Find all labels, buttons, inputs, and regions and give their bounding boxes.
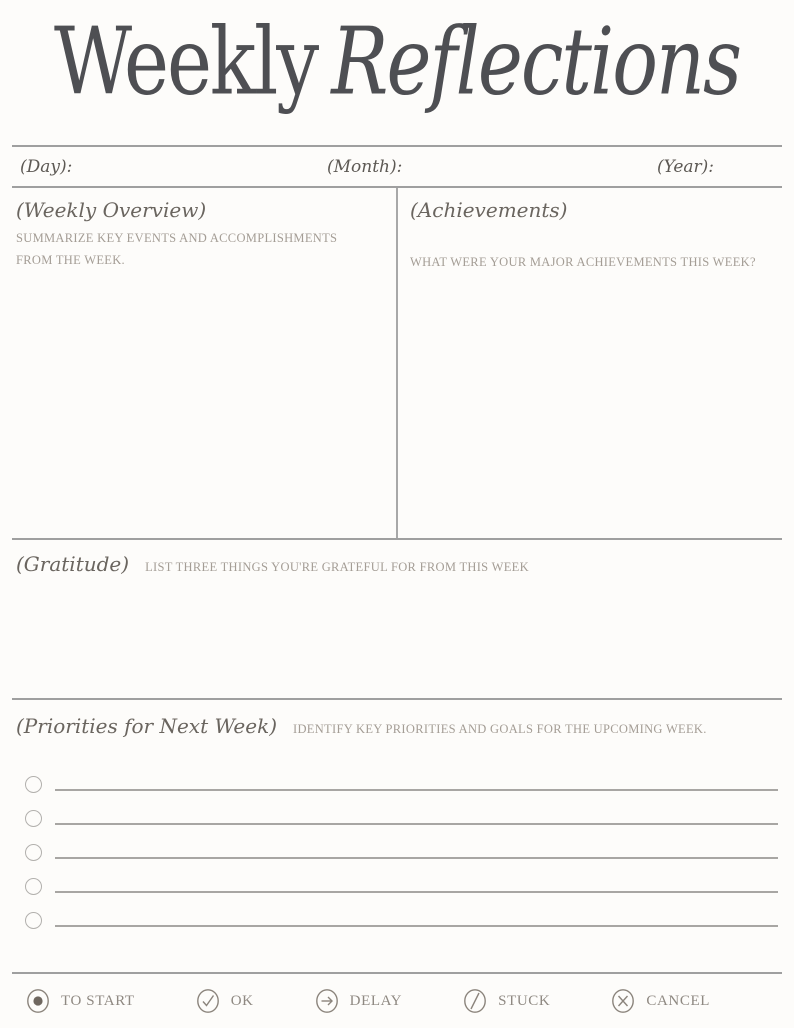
year-field-label: (Year): <box>656 156 714 177</box>
legend-item-to-start <box>26 988 135 1014</box>
achievements-heading: (Achievements) <box>410 198 568 222</box>
day-field-label: (Day): <box>20 156 73 177</box>
achievements-section <box>398 188 794 538</box>
priorities-checklist <box>0 768 794 938</box>
cancel-x-icon <box>611 988 635 1014</box>
priority-3-status-circle[interactable] <box>25 844 42 861</box>
weekly-overview-input-area[interactable] <box>16 272 380 538</box>
priority-row-1 <box>0 768 794 802</box>
weekly-overview-section <box>0 188 396 538</box>
priority-2-write-line[interactable] <box>55 823 778 825</box>
to-start-filled-dot-icon <box>26 988 50 1014</box>
priority-row-4 <box>0 870 794 904</box>
priority-row-5 <box>0 904 794 938</box>
gratitude-head-row <box>16 552 778 579</box>
priorities-prompt: IDENTIFY KEY PRIORITIES AND GOALS FOR THE UPCOMING WEEK. <box>293 722 707 736</box>
priority-5-write-line[interactable] <box>55 925 778 927</box>
legend-label-to-start: TO START <box>61 992 135 1009</box>
page-header <box>0 0 794 145</box>
legend-item-cancel <box>611 988 710 1014</box>
priority-3-write-line[interactable] <box>55 857 778 859</box>
priority-row-2 <box>0 802 794 836</box>
page-title <box>54 3 740 119</box>
stuck-slash-icon <box>463 988 487 1014</box>
date-row <box>0 147 794 186</box>
priority-1-write-line[interactable] <box>55 789 778 791</box>
legend-label-ok: OK <box>230 992 254 1009</box>
overview-achievements-section <box>0 188 794 538</box>
priorities-head-row <box>0 714 794 741</box>
priority-4-write-line[interactable] <box>55 891 778 893</box>
gratitude-section <box>0 540 794 698</box>
month-field-label: (Month): <box>326 156 403 177</box>
priorities-heading: (Priorities for Next Week) <box>16 714 277 738</box>
delay-arrow-right-icon <box>315 988 339 1014</box>
priority-1-status-circle[interactable] <box>25 776 42 793</box>
achievements-input-area[interactable] <box>410 274 778 538</box>
legend-label-stuck: STUCK <box>498 992 551 1009</box>
legend-item-stuck <box>463 988 550 1014</box>
priority-5-status-circle[interactable] <box>25 912 42 929</box>
status-legend <box>0 974 794 1028</box>
legend-item-delay <box>315 988 402 1014</box>
ok-check-icon <box>196 988 220 1014</box>
achievements-prompt: WHAT WERE YOUR MAJOR ACHIEVEMENTS THIS WEEK? <box>410 255 756 269</box>
priorities-section <box>0 700 794 972</box>
legend-label-cancel: CANCEL <box>646 992 710 1009</box>
priority-row-3 <box>0 836 794 870</box>
weekly-overview-prompt: SUMMARIZE KEY EVENTS AND ACCOMPLISHMENTS FROM THE WEEK. <box>16 231 338 267</box>
page-title-regular: Weekly <box>54 7 318 116</box>
priority-2-status-circle[interactable] <box>25 810 42 827</box>
gratitude-prompt: LIST THREE THINGS YOU'RE GRATEFUL FOR FROM THIS WEEK <box>145 560 529 574</box>
legend-label-delay: DELAY <box>349 992 403 1009</box>
priority-4-status-circle[interactable] <box>25 878 42 895</box>
legend-item-ok <box>196 988 254 1014</box>
gratitude-heading: (Gratitude) <box>16 552 130 576</box>
weekly-overview-heading: (Weekly Overview) <box>16 198 207 222</box>
page-title-italic: Reflections <box>331 7 740 116</box>
